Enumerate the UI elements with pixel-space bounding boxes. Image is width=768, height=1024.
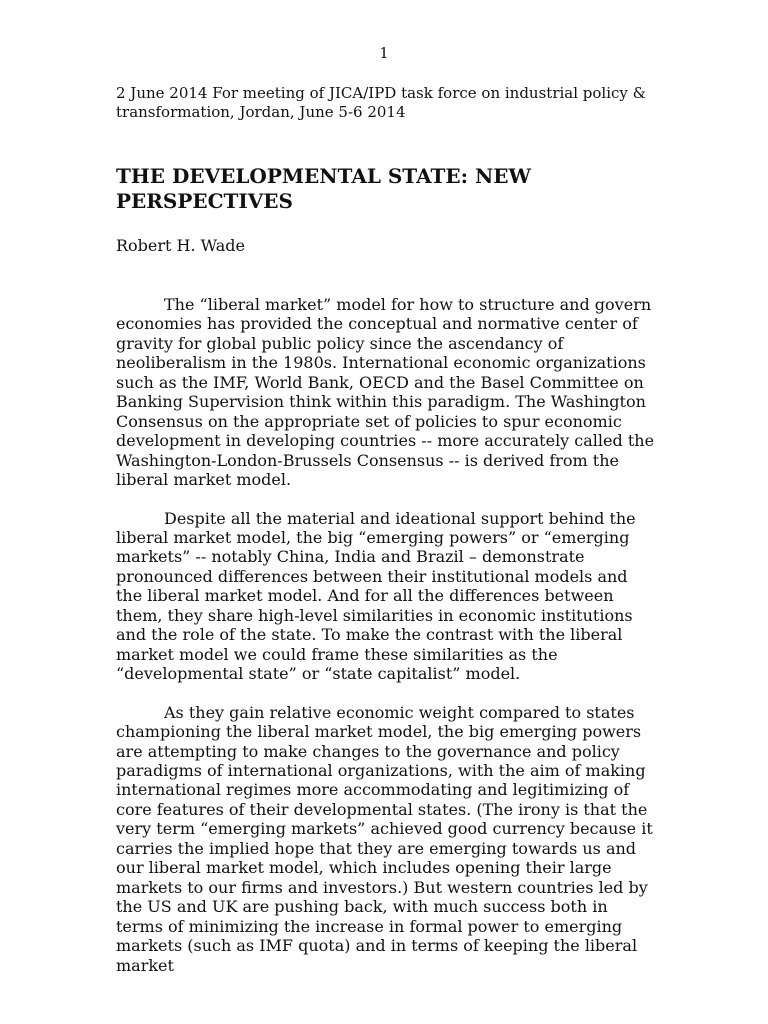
paragraph-3: As they gain relative economic weight compared to states championing the liberal market model, the big emerging powers are attempting to make changes to the governance and policy paradigms of international organizations, with the aim of making international regimes more accommodating and legitimizing of core features of their developmental states. (The irony is that the very term “emerging markets” achieved good currency because it carries the implied hope that they are emerging towards us and our liberal market model, which includes opening their large markets to our firms and investors.) But western countries led by the US and UK are pushing back, with much success both in terms of minimizing the increase in formal power to emerging markets (such as IMF quota) and in terms of keeping the liberal market — [116, 702, 653, 975]
meeting-header: 2 June 2014 For meeting of JICA/IPD task force on industrial policy & transformation, Jordan, June 5-6 2014 — [116, 84, 647, 121]
paragraph-2: Despite all the material and ideational support behind the liberal market model, the big “emerging powers” or “emerging markets” -- notably China, India and Brazil – demonstrate pronounced differences between their institutional models and the liberal market model. And for all the differences between them, they share high-level similarities in economic institutions and the role of the state. To make the contrast with the liberal market model we could frame these similarities as the “developmental state” or “state capitalist” model. — [116, 508, 636, 684]
page-number: 1 — [379, 44, 389, 62]
document-title: THE DEVELOPMENTAL STATE: NEW PERSPECTIVES — [116, 164, 531, 213]
document-body — [116, 84, 656, 975]
paragraph-1: The “liberal market” model for how to structure and govern economies has provided the conceptual and normative center of gravity for global public policy since the ascendancy of neoliberalism in the 1980s. International economic organizations such as the IMF, World Bank, OECD and the Basel Committee on Banking Supervision think within this paradigm. The Washington Consensus on the appropriate set of policies to spur economic development in developing countries -- more accurately called the Washington-London-Brussels Consensus -- is derived from the liberal market model. — [116, 295, 655, 490]
author-name: Robert H. Wade — [116, 236, 245, 255]
